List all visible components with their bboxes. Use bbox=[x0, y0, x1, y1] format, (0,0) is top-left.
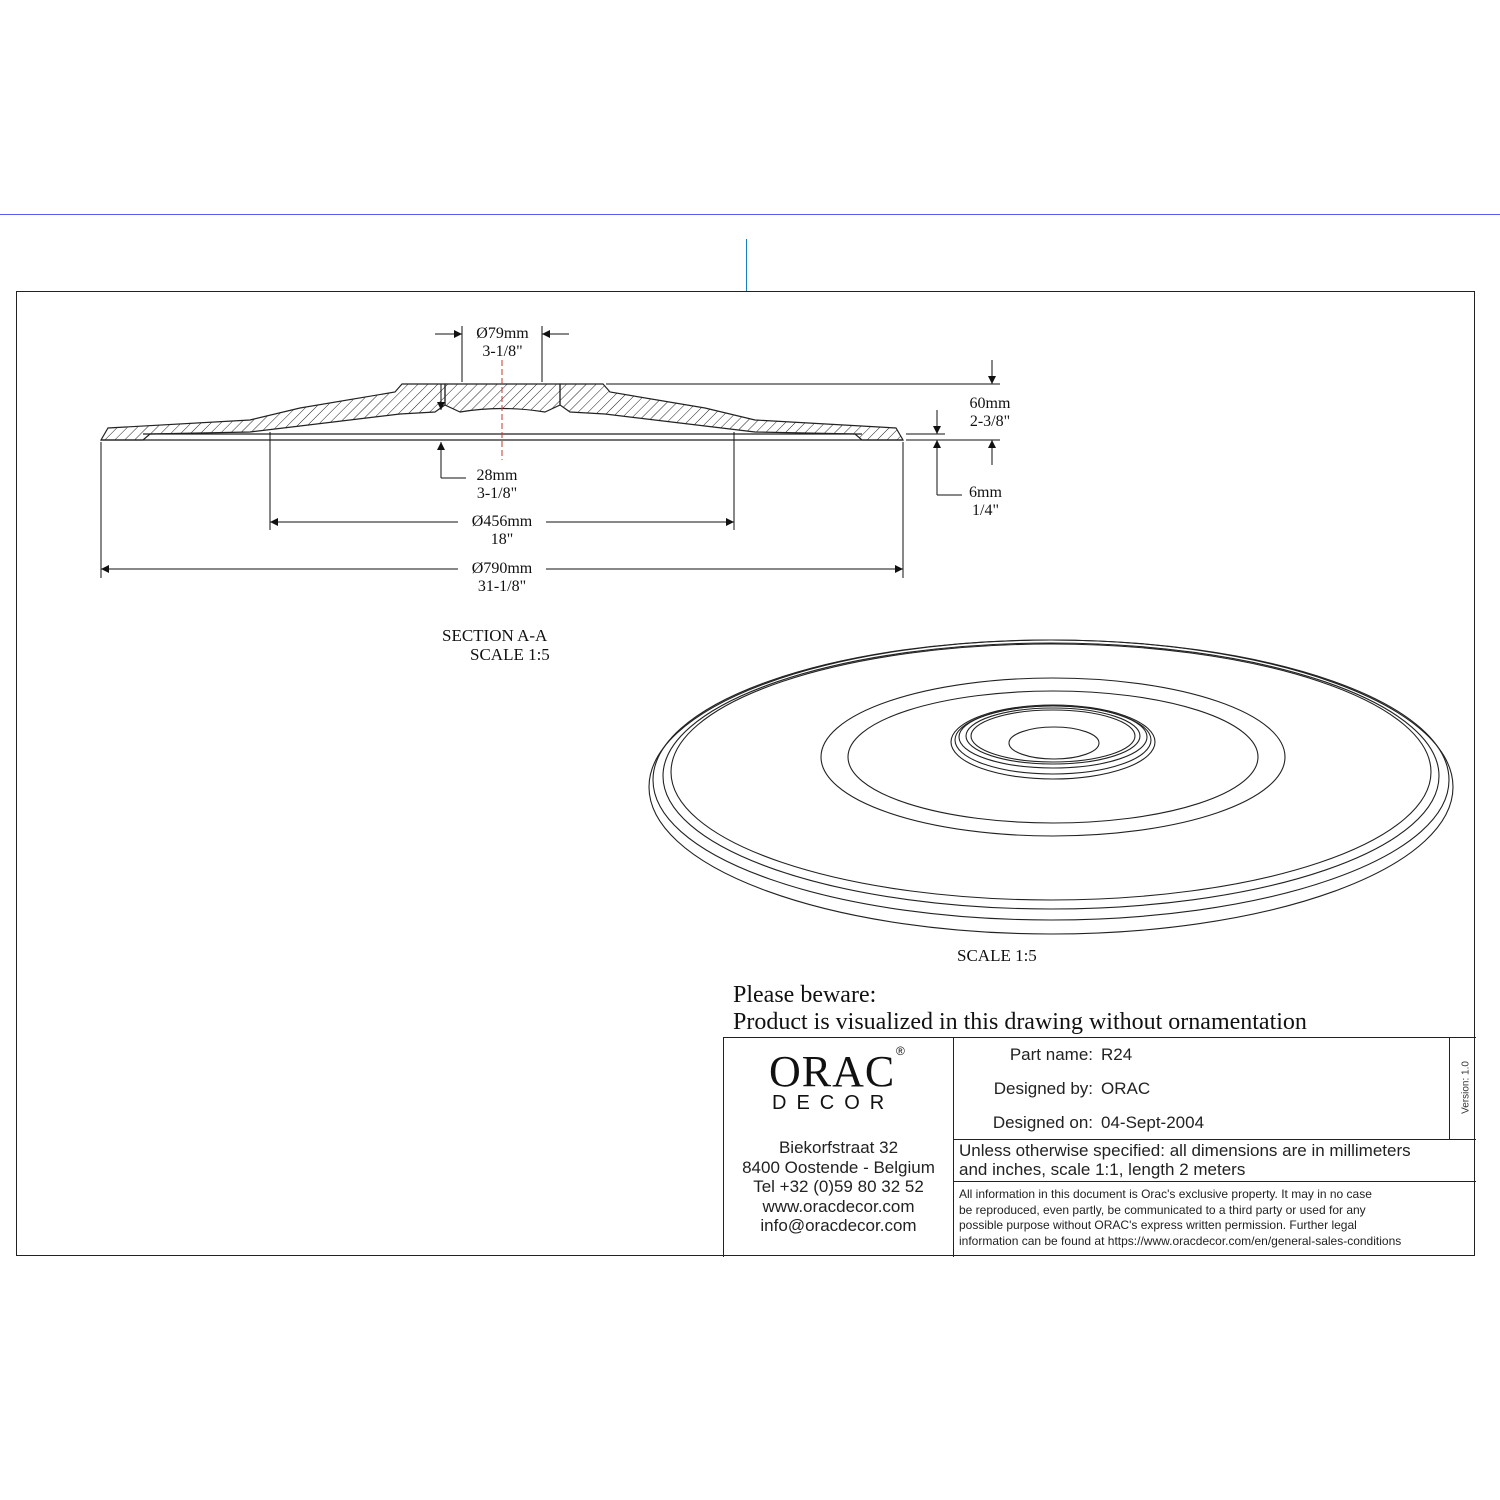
iso-boss-5 bbox=[971, 710, 1135, 762]
title-block-divider bbox=[1449, 1038, 1450, 1139]
dim-height bbox=[955, 395, 1025, 431]
part-name-value: R24 bbox=[1101, 1045, 1133, 1064]
section-caption-title: SECTION A-A bbox=[442, 626, 548, 645]
iso-outer-ring-2 bbox=[653, 640, 1449, 920]
title-block-divider bbox=[953, 1038, 954, 1257]
designed-by-value: ORAC bbox=[1101, 1079, 1151, 1098]
section-right-half bbox=[560, 384, 903, 440]
part-name-label: Part name: bbox=[1009, 1045, 1093, 1064]
warning-line-1: Please beware: bbox=[733, 982, 877, 1008]
dim-top-diameter bbox=[465, 325, 540, 361]
company-logo: ORAC bbox=[769, 1047, 896, 1096]
iso-outer-ring-4 bbox=[671, 644, 1431, 900]
dim-outer-diameter bbox=[458, 560, 546, 596]
section-caption bbox=[442, 626, 550, 664]
section-profile bbox=[101, 360, 903, 460]
dim-height-inch: 2-3/8" bbox=[969, 413, 1011, 430]
iso-mid-ring-2 bbox=[848, 691, 1258, 823]
version-label: Version: 1.0 bbox=[1460, 1061, 1472, 1114]
dim-inner-diameter-mm: 456mm bbox=[483, 513, 533, 530]
diameter-symbol: Ø bbox=[471, 560, 484, 577]
dim-hole-depth bbox=[462, 467, 532, 503]
designed-on-label: Designed on: bbox=[992, 1113, 1093, 1132]
dim-top-diameter-inch: 3-1/8" bbox=[482, 343, 523, 360]
dim-outer-diameter-mm: 790mm bbox=[483, 560, 533, 577]
dim-top-diameter-mm: 79mm bbox=[487, 325, 529, 342]
dim-outer-diameter-inch: 31-1/8" bbox=[477, 578, 527, 595]
address-phone: Tel +32 (0)59 80 32 52 bbox=[753, 1177, 924, 1196]
iso-center-hole bbox=[1009, 727, 1099, 759]
legal-line: information can be found at https://www.oracdecor.com/en/general-sales-conditions bbox=[959, 1233, 1402, 1248]
dim-inner-diameter bbox=[458, 513, 546, 549]
title-block bbox=[723, 1037, 1476, 1257]
warning-note bbox=[733, 982, 1307, 1036]
dim-hole-depth-inch: 3-1/8" bbox=[476, 485, 518, 502]
dim-inner-diameter-inch: 18" bbox=[490, 531, 514, 548]
company-logo-sub: DECOR bbox=[772, 1092, 895, 1114]
dim-hole-depth-mm: 28mm bbox=[476, 467, 518, 484]
dimensions-note bbox=[959, 1141, 1411, 1179]
title-block-divider bbox=[953, 1139, 1476, 1140]
address-email[interactable]: info@oracdecor.com bbox=[760, 1216, 917, 1235]
designed-on-value: 04-Sept-2004 bbox=[1101, 1113, 1205, 1132]
diameter-symbol: Ø bbox=[471, 513, 484, 530]
address-website[interactable]: www.oracdecor.com bbox=[762, 1196, 915, 1216]
legal-note bbox=[959, 1187, 1401, 1249]
dimensions-note-line-1: Unless otherwise specified: all dimensions are in millimeters bbox=[959, 1141, 1411, 1160]
registered-mark: ® bbox=[896, 1044, 905, 1058]
legal-line: be reproduced, even partly, be communicated to a third party or used for any bbox=[959, 1202, 1366, 1217]
legal-line: possible purpose without ORAC's express written permission. Further legal bbox=[959, 1218, 1357, 1232]
dim-edge-thickness-inch: 1/4" bbox=[972, 502, 999, 519]
iso-mid-ring-1 bbox=[821, 678, 1285, 836]
iso-boss-4 bbox=[966, 708, 1140, 764]
section-caption-scale: SCALE 1:5 bbox=[470, 645, 550, 664]
address-city: 8400 Oostende - Belgium bbox=[742, 1157, 935, 1177]
iso-caption-scale: SCALE 1:5 bbox=[957, 946, 1037, 965]
diameter-symbol: Ø bbox=[476, 325, 488, 342]
dim-edge-thickness bbox=[958, 484, 1013, 520]
dimensions-note-line-2: and inches, scale 1:1, length 2 meters bbox=[959, 1160, 1246, 1179]
company-address bbox=[724, 1138, 953, 1236]
dimension-lines bbox=[101, 326, 1000, 578]
section-left-half bbox=[101, 384, 445, 440]
isometric-view bbox=[649, 640, 1453, 934]
warning-line-2: Product is visualized in this drawing without ornamentation bbox=[733, 1009, 1307, 1035]
dim-height-mm: 60mm bbox=[969, 395, 1011, 412]
designed-by-label: Designed by: bbox=[993, 1079, 1093, 1098]
title-block-divider bbox=[953, 1181, 1476, 1182]
address-street: Biekorfstraat 32 bbox=[778, 1138, 899, 1157]
legal-line: All information in this document is Orac's exclusive property. It may in no case bbox=[959, 1187, 1372, 1201]
dim-edge-thickness-mm: 6mm bbox=[969, 484, 1002, 501]
